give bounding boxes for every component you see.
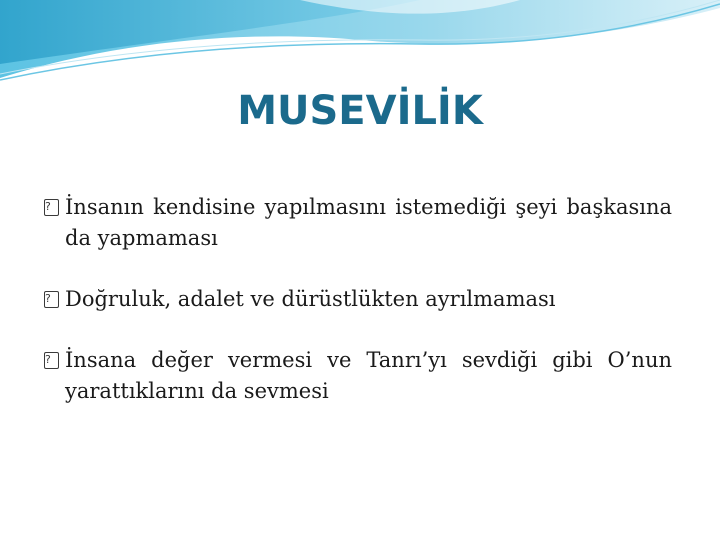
list-item — [44, 284, 672, 315]
missing-glyph-box-icon — [44, 199, 59, 216]
bullet-list — [44, 192, 672, 437]
missing-glyph-box-icon — [44, 291, 59, 308]
page-title: MUSEVİLİK — [237, 88, 483, 134]
list-item-text: İnsanın kendisine yapılmasını istemediği şeyi başkasına da yapmaması — [65, 195, 672, 250]
missing-glyph-box-icon — [44, 352, 59, 369]
list-item — [44, 345, 672, 407]
list-item-text: Doğruluk, adalet ve dürüstlükten ayrılmaması — [65, 287, 556, 311]
list-item-text: İnsana değer vermesi ve Tanrı’yı sevdiği gibi O’nun yarattıklarını da sevmesi — [65, 348, 672, 403]
list-item — [44, 192, 672, 254]
